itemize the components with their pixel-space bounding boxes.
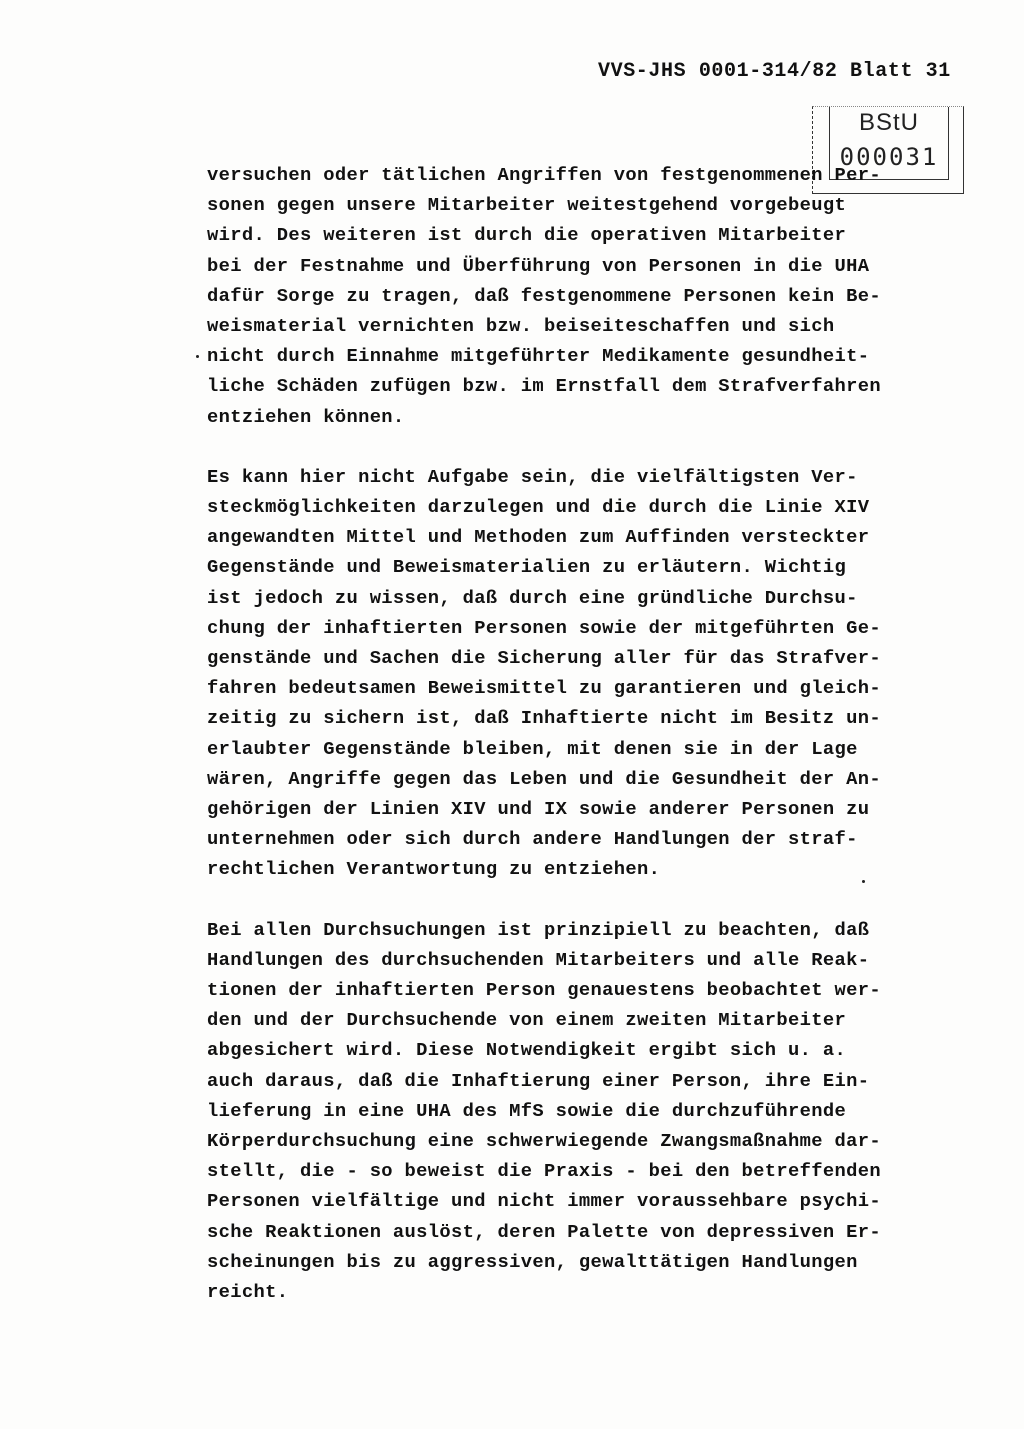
text-line: scheinungen bis zu aggressiven, gewalttätigen Handlungen: [207, 1250, 858, 1273]
body-paragraph: [207, 915, 947, 1307]
text-line: Es kann hier nicht Aufgabe sein, die vielfältigsten Ver-: [207, 465, 858, 488]
text-line: erlaubter Gegenstände bleiben, mit denen sie in der Lage: [207, 737, 858, 760]
text-line: sche Reaktionen auslöst, deren Palette von depressiven Er-: [207, 1220, 881, 1243]
text-line: fahren bedeutsamen Beweismittel zu garantieren und gleich-: [207, 677, 881, 700]
text-line: wird. Des weiteren ist durch die operativen Mitarbeiter: [207, 224, 847, 247]
text-line: abgesichert wird. Diese Notwendigkeit ergibt sich u. a.: [207, 1039, 847, 1062]
text-line: dafür Sorge zu tragen, daß festgenommene Personen kein Be-: [207, 284, 881, 307]
text-line: Personen vielfältige und nicht immer voraussehbare psychi-: [207, 1190, 881, 1213]
text-line: liche Schäden zufügen bzw. im Ernstfall dem Strafverfahren: [207, 375, 881, 398]
body-paragraph: [207, 462, 947, 885]
text-line: unternehmen oder sich durch andere Handlungen der straf-: [207, 828, 858, 851]
text-line: tionen der inhaftierten Person genauestens beobachtet wer-: [207, 979, 881, 1002]
text-line: sonen gegen unsere Mitarbeiter weitestgehend vorgebeugt: [207, 194, 847, 217]
body-paragraph: [207, 160, 947, 432]
text-line: den und der Durchsuchende von einem zweiten Mitarbeiter: [207, 1009, 847, 1032]
paragraph-gap: [207, 885, 947, 915]
text-line: Gegenstände und Beweismaterialien zu erläutern. Wichtig: [207, 556, 847, 579]
text-line: steckmöglichkeiten darzulegen und die durch die Linie XIV: [207, 496, 870, 519]
paragraph-gap: [207, 432, 947, 462]
text-line: wären, Angriffe gegen das Leben und die Gesundheit der An-: [207, 767, 881, 790]
text-line: Bei allen Durchsuchungen ist prinzipiell zu beachten, daß: [207, 918, 870, 941]
document-reference-header: VVS-JHS 0001-314/82 Blatt 31: [598, 60, 951, 83]
archive-stamp-organization: BStU: [858, 109, 919, 136]
text-line: versuchen oder tätlichen Angriffen von festgenommenen Per-: [207, 164, 881, 186]
text-line: ist jedoch zu wissen, daß durch eine gründliche Durchsu-: [207, 586, 858, 609]
text-line: zeitig zu sichern ist, daß Inhaftierte nicht im Besitz un-: [207, 707, 881, 730]
text-line: nicht durch Einnahme mitgeführter Medikamente gesundheit-: [207, 345, 870, 368]
text-line: entziehen können.: [207, 405, 405, 428]
text-line: gehörigen der Linien XIV und IX sowie anderer Personen zu: [207, 797, 870, 820]
document-body: [207, 160, 947, 1307]
text-line: auch daraus, daß die Inhaftierung einer Person, ihre Ein-: [207, 1069, 870, 1092]
text-line: stellt, die - so beweist die Praxis - bei den betreffenden: [207, 1160, 881, 1183]
text-line: genstände und Sachen die Sicherung aller für das Strafver-: [207, 647, 881, 669]
page-speck: [196, 355, 199, 358]
text-line: Handlungen des durchsuchenden Mitarbeiters und alle Reak-: [207, 948, 870, 971]
text-line: rechtlichen Verantwortung zu entziehen.: [207, 858, 661, 881]
text-line: chung der inhaftierten Personen sowie der mitgeführten Ge-: [207, 616, 881, 639]
text-line: weismaterial vernichten bzw. beiseiteschaffen und sich: [207, 314, 835, 337]
archive-stamp-number: 000031: [839, 143, 939, 171]
text-line: lieferung in eine UHA des MfS sowie die durchzuführende: [207, 1099, 847, 1122]
page-speck: [862, 880, 865, 883]
text-line: Körperdurchsuchung eine schwerwiegende Zwangsmaßnahme dar-: [207, 1130, 881, 1152]
text-line: reicht.: [207, 1280, 289, 1303]
text-line: bei der Festnahme und Überführung von Personen in die UHA: [207, 254, 870, 277]
text-line: angewandten Mittel und Methoden zum Auffinden versteckter: [207, 526, 870, 549]
